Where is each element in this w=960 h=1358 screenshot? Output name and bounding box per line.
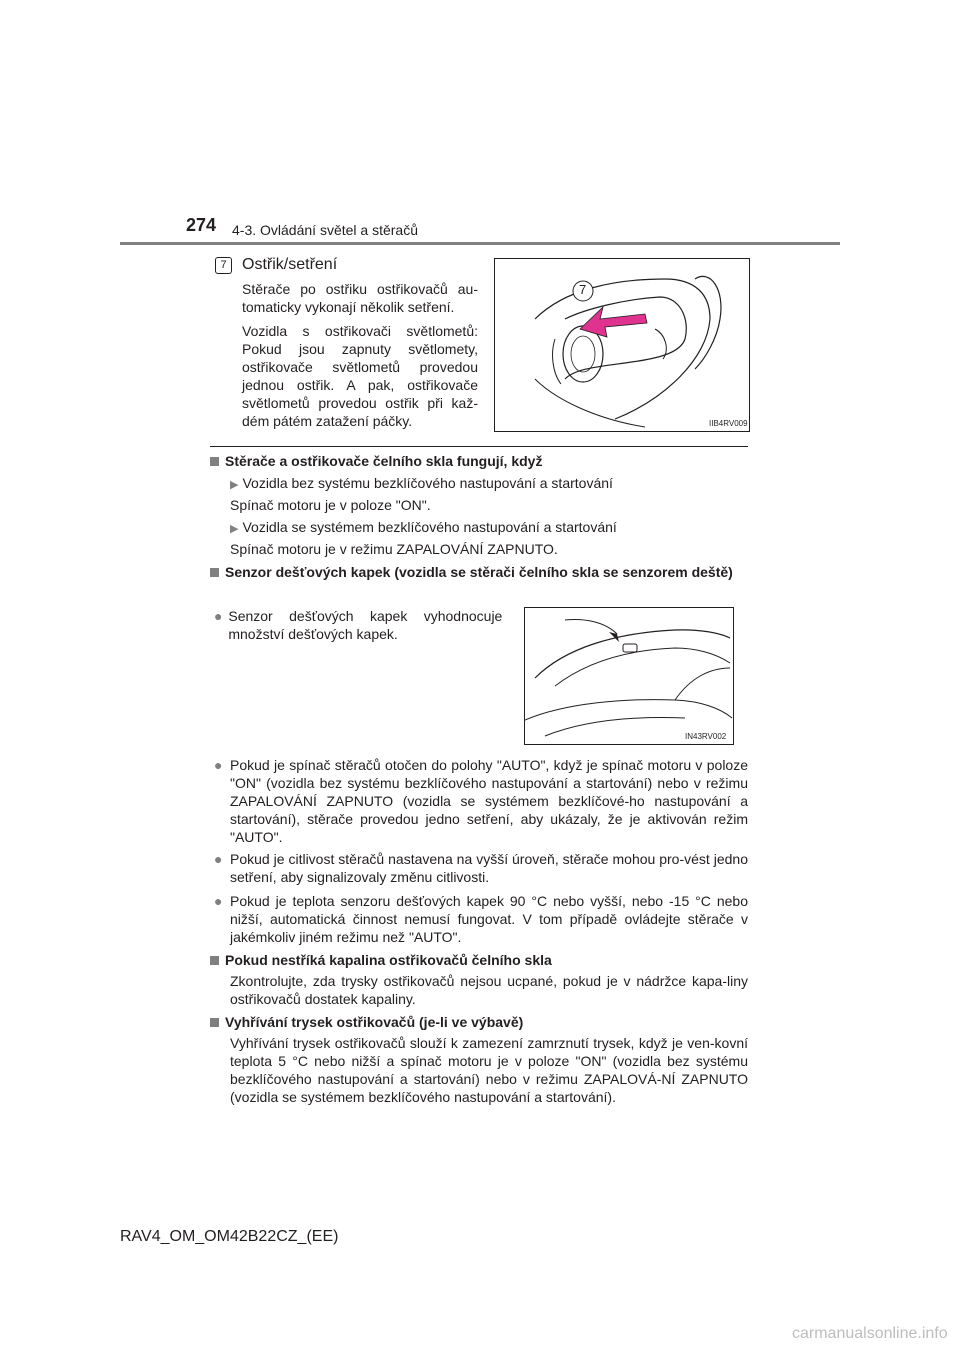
wiper-lever-figure	[494, 258, 750, 432]
section-heading-no-fluid: Pokud nestříká kapalina ostřikovačů čelního skla	[210, 951, 750, 969]
subheading-without-keyless: ▶ Vozidla bez systému bezklíčového nastupování a startování	[230, 475, 613, 491]
circle-bullet-icon: ●	[214, 851, 223, 867]
item-paragraph-2: Vozidla s ostřikovači světlometů: Pokud jsou zapnuty světlomety, ostřikovače světlometů provedou jednou ostřik. A pak, ostřikovače světlometů provedou ostřik při kaž-dém pátém zatažení páčky.	[242, 323, 478, 429]
figure-code: IIB4RV009	[709, 419, 748, 428]
section-separator	[210, 446, 748, 447]
square-bullet-icon	[210, 956, 219, 965]
footer-code: RAV4_OM_OM42B22CZ_(EE)	[120, 1228, 339, 1245]
figure-code: IN43RV002	[685, 732, 727, 741]
header-rule	[120, 242, 840, 245]
section-heading-rain-sensor: Senzor dešťových kapek (vozidla se stěrači čelního skla se senzorem deště)	[210, 563, 748, 581]
triangle-right-icon: ▶	[230, 479, 239, 491]
watermark: carmanualsonline.info	[792, 1325, 948, 1342]
condition-text-on: Spínač motoru je v poloze "ON".	[230, 497, 431, 513]
rain-sensor-figure	[524, 607, 734, 745]
circle-bullet-icon: ●	[214, 608, 223, 624]
wiper-lever-illustration	[495, 259, 749, 431]
nozzle-heating-text: Vyhřívání trysek ostřikovačů slouží k zamezení zamrznutí trysek, když je ven-kovní teplota 5 °C nebo nižší a spínač motoru je v poloze "ON" (vozidla bez systému bezklíčového nastupování a startování) nebo v režimu ZAPALOVÁ-NÍ ZAPNUTO (vozidla se systémem bezklíčového nastupování a startování).	[230, 1035, 748, 1105]
bullet-sensitivity: ● Pokud je citlivost stěračů nastavena na vyšší úroveň, stěrače mohou pro-vést jedno setření, aby signalizovaly změnu citlivosti.	[214, 851, 748, 885]
circle-bullet-icon: ●	[214, 757, 223, 773]
item-number-badge: 7	[215, 257, 232, 274]
square-bullet-icon	[210, 1018, 219, 1027]
item-title: Ostřik/setření	[242, 256, 338, 273]
item-paragraph-1: Stěrače po ostřiku ostřikovačů au-tomaticky vykonají několik setření.	[242, 281, 478, 315]
square-bullet-icon	[210, 568, 219, 577]
bullet-auto-mode: ● Pokud je spínač stěračů otočen do polohy "AUTO", když je spínač motoru v poloze "ON" (vozidla bez systému bezklíčového nastupování a startování) nebo v režimu ZAPALOVÁNÍ ZAPNUTO (vozidla se systémem bezklíčové-ho nastupování a startování), stěrače provedou jedno setření, aby ukázaly, že je aktivován režim "AUTO".	[214, 757, 748, 845]
no-fluid-text: Zkontrolujte, zda trysky ostřikovačů nejsou ucpané, pokud je v nádržce kapa-liny ostřikovačů dostatek kapaliny.	[230, 973, 748, 1007]
triangle-right-icon: ▶	[230, 523, 239, 535]
section-title: 4-3. Ovládání světel a stěračů	[232, 222, 418, 238]
circle-bullet-icon: ●	[214, 893, 223, 909]
page-number: 274	[186, 215, 217, 235]
square-bullet-icon	[210, 457, 219, 466]
subheading-with-keyless: ▶ Vozidla se systémem bezklíčového nastupování a startování	[230, 519, 617, 535]
figure-callout-number: 7	[579, 282, 587, 297]
bullet-sensor-evaluates: ● Senzor dešťových kapek vyhodnocuje množství dešťových kapek.	[214, 608, 503, 642]
bullet-temperature: ● Pokud je teplota senzoru dešťových kapek 90 °C nebo vyšší, nebo -15 °C nebo nižší, automatická činnost nemusí fungovat. V tom případě ovládejte stěrače v jakémkoliv jiném režimu než "AUTO".	[214, 893, 748, 945]
windshield-illustration	[525, 608, 733, 744]
condition-text-ignition: Spínač motoru je v režimu ZAPALOVÁNÍ ZAPNUTO.	[230, 541, 558, 557]
section-heading-conditions: Stěrače a ostřikovače čelního skla fungují, když	[210, 452, 750, 470]
section-heading-nozzle-heating: Vyhřívání trysek ostřikovačů (je-li ve výbavě)	[210, 1013, 750, 1031]
